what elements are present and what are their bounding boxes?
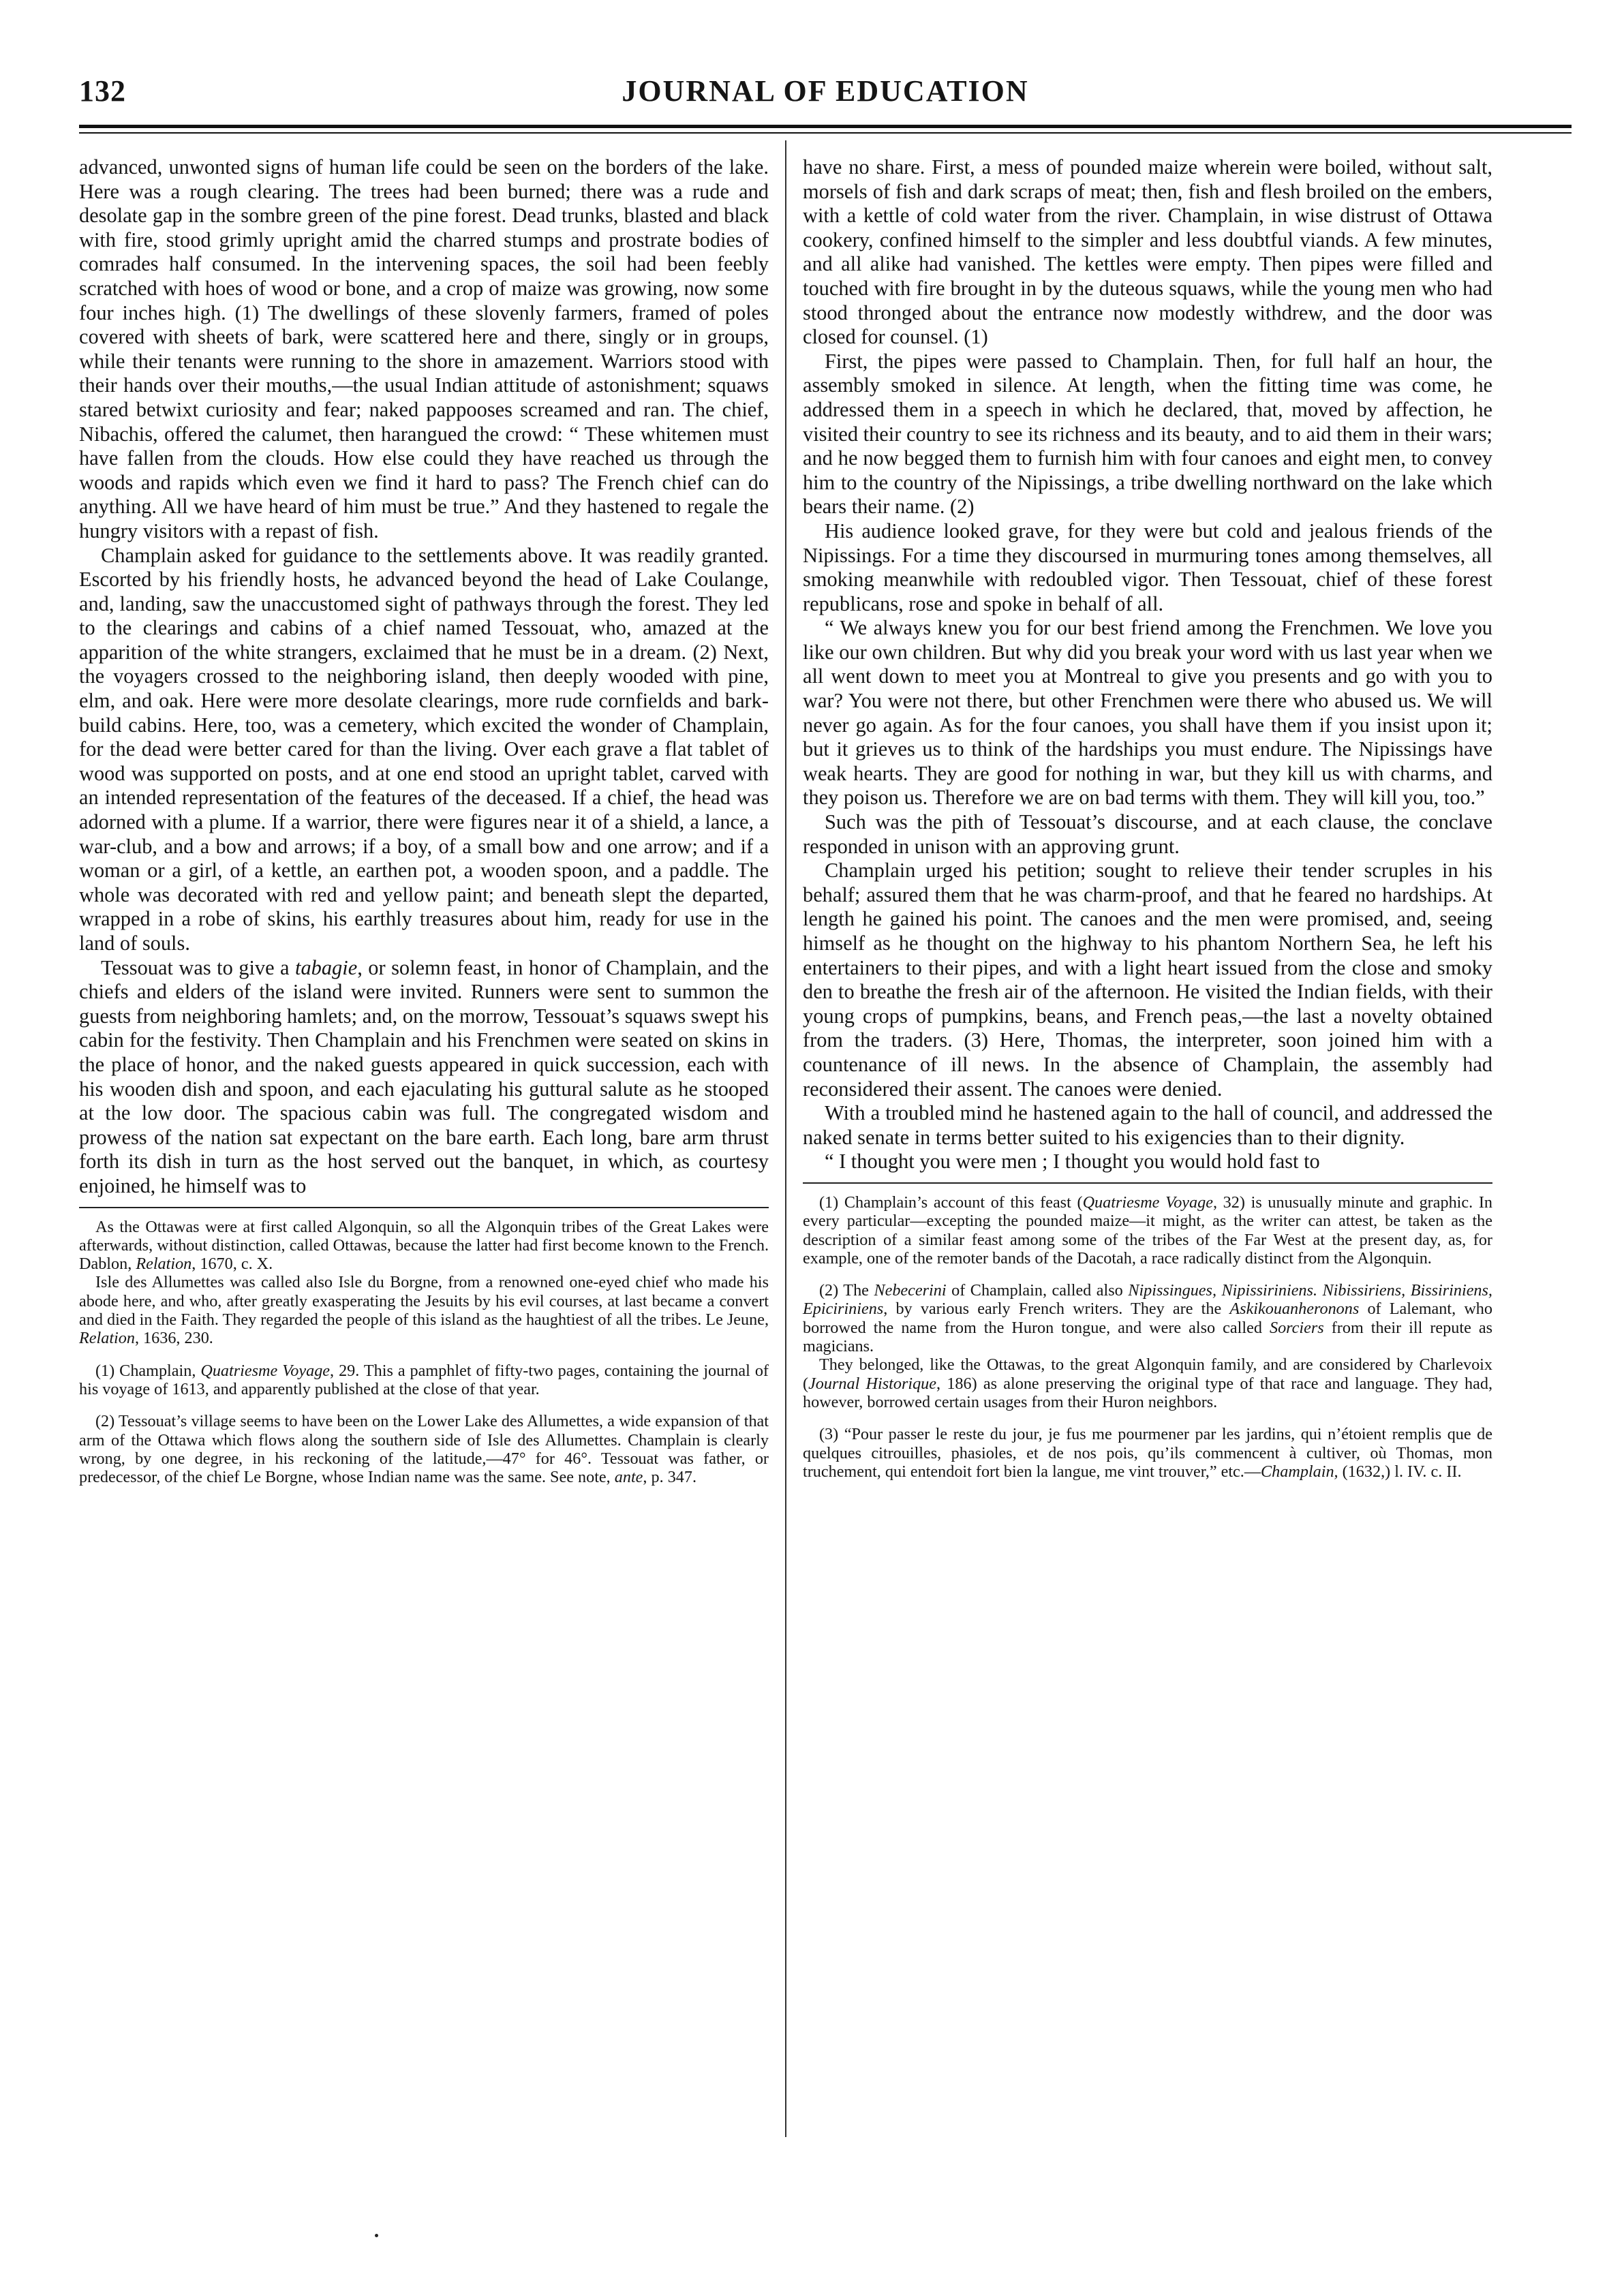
footnote-text: (1) Champlain’s account of this feast ( (819, 1193, 1083, 1212)
left-column (79, 155, 769, 1500)
footnote-text: (2) The (819, 1281, 874, 1300)
footnote-text: , 1636, 230. (134, 1329, 213, 1348)
paragraph: With a troubled mind he hastened again to the hall of council, and addressed the naked senate in terms better suited to his exigencies than to their dignity. (803, 1101, 1492, 1149)
header-rule-thick (79, 125, 1572, 128)
footnote (79, 1218, 769, 1274)
footnote-italic: Relation (136, 1255, 192, 1274)
right-column (803, 155, 1492, 1494)
left-footnotes (79, 1218, 769, 1487)
paragraph: “ I thought you were men ; I thought you would hold fast to (825, 1150, 1320, 1173)
left-body-text (79, 155, 769, 1199)
footnote-italic: Relation (79, 1329, 135, 1348)
footnote-text: (1) Champlain, (95, 1361, 201, 1380)
page-header (79, 70, 1572, 113)
text-run: Tessouat was to give a (101, 955, 296, 979)
footnote-text: of Lalemant, who borrowed the name from the Huron tongue, and were also called (803, 1300, 1492, 1337)
footnote-rule (79, 1207, 769, 1208)
print-speck (375, 2234, 378, 2237)
header-rule-thin (79, 132, 1572, 134)
footnote-text: (2) Tessouat’s village seems to have been on the Lower Lake des Allumettes, a wide expansion of that arm of the Ottawa which flows along the southern side of Isle des Allumettes. Champlain is clearly wrong, by one degree, in his reckoning of the latitude,—47° for 46°. Tessouat was father, or predecessor, of the chief Le Borgne, whose Indian name was the same. See note, (79, 1412, 769, 1487)
right-body-text (803, 155, 1492, 1174)
footnote-italic: Quatriesme Voyage (1082, 1193, 1213, 1212)
paragraph: “ We always knew you for our best friend among the Frenchmen. We love you like our own children. But why did you break your word with us last year when we all went down to meet you at Montreal to give you presents and go with you to war? You were not there, but other Frenchmen were there who abused us. We will never go again. As for the four canoes, you shall have them if you insist upon it; but it grieves us to think of the hardships you must endure. The Nipissings have weak hearts. They are good for nothing in war, but they kill us with charms, and they poison us. Therefore we are on bad terms with them. They will kill you, too.” (803, 616, 1492, 810)
footnote (803, 1425, 1492, 1481)
footnote (803, 1193, 1492, 1268)
footnote-italic: Askikouanheronons (1229, 1300, 1360, 1319)
footnote (79, 1412, 769, 1486)
footnote-text: As the Ottawas were at first called Algonquin, so all the Algonquin tribes of the Great Lakes were afterwards, without distinction, called Ottawas, because the latter had first become known to the French. Dablon, (79, 1217, 769, 1274)
footnote-text: , 186) as alone preserving the original type of that race and language. They had, however, borrowed certain usages from their Huron neighbors. (803, 1374, 1493, 1411)
footnote-italic: Nipissingues, Nipissiriniens. Nibissiriens, Bissiriniens, Epiciriniens (803, 1281, 1492, 1319)
footnote-text: from their ill repute as magicians. (803, 1318, 1493, 1356)
italic-term: tabagie (295, 955, 358, 979)
text-run: , or solemn feast, in honor of Champlain, and the chiefs and elders of the island were invited. Runners were sent to summon the guests from neighboring hamlets; and, on the morrow, Tessouat’s squaws swept his cabin for the festivity. Then Champlain and his Frenchmen were seated on skins in the place of honor, and the naked guests appeared in quick succession, each with his wooden dish and spoon, and each ejaculating his guttural salute as he stooped at the low door. The spacious cabin was full. The congregated wisdom and prowess of the nation sat expectant on the bare earth. Each long, bare arm thrust forth its dish in turn as the host served out the banquet, in which, as courtesy enjoined, he himself was to (79, 955, 769, 1197)
right-footnotes (803, 1193, 1492, 1481)
footnote-text: , by various early French writers. They are the (883, 1300, 1230, 1319)
running-title: JOURNAL OF EDUCATION (622, 74, 1029, 108)
paragraph: First, the pipes were passed to Champlain. Then, for full half an hour, the assembly smoked in silence. At length, when the fitting time was come, he addressed them in a speech in which he declared, that, moved by affection, he visited their country to see its richness and its beauty, and to aid them in their wars; and he now begged them to furnish him with four canoes and eight men, to convey him to the country of the Nipissings, a tribe dwelling northward on the lake which bears their name. (2) (803, 349, 1492, 519)
paragraph: advanced, unwonted signs of human life could be seen on the borders of the lake. Here was a rough clearing. The trees had been burned; there was a rude and desolate gap in the sombre green of the pine forest. Dead trunks, blasted and black with fire, stood grimly upright amid the charred stumps and prostrate bodies of comrades half consumed. In the intervening spaces, the soil had been feebly scratched with hoes of wood or bone, and a crop of maize was growing, now some four inches high. (1) The dwellings of these slovenly farmers, framed of poles covered with sheets of bark, were scattered here and there, singly or in groups, while their tenants were running to the shore in amazement. Warriors stood with their hands over their mouths,—the usual Indian attitude of astonishment; squaws stared betwixt curiosity and fear; naked pappooses screamed and ran. The chief, Nibachis, offered the calumet, then harangued the crowd: “ These whitemen must have fallen from the clouds. How else could they have reached us through the woods and rapids which even we find it hard to pass? The French chief can do anything. All we have heard of him must be true.” And they hastened to regale the hungry visitors with a repast of fish. (79, 155, 769, 542)
footnote-text: of Champlain, called also (946, 1281, 1129, 1300)
column-divider (785, 140, 786, 2137)
paragraph (79, 956, 769, 1199)
footnote-italic: Journal Historique (808, 1374, 937, 1393)
footnote-text: , 32) is unusually minute and graphic. In every particular—excepting the pounded maize—it might, as the writer can attest, be taken as the description of a similar feast among some of the tribes of the Far West at the present day, as, for example, one of the remoter bands of the Dacotah, a race radically distinct from the Algonquin. (803, 1193, 1492, 1268)
paragraph: have no share. First, a mess of pounded maize wherein were boiled, without salt, morsels of fish and dark scraps of meat; then, fish and flesh broiled on the embers, with a kettle of cold water from the river. Champlain, in wise distrust of Ottawa cookery, confined himself to the simpler and less doubtful viands. A few minutes, and all alike had vanished. The kettles were empty. Then pipes were filled and touched with fire brought in by the duteous squaws, while the young men who had stood thronged about the entrance now modestly withdrew, and the door was closed for counsel. (1) (803, 155, 1492, 349)
paragraph: Champlain asked for guidance to the settlements above. It was readily granted. Escorted by his friendly hosts, he advanced beyond the head of Lake Coulange, and, landing, saw the unaccustomed sight of pathways through the forest. They led to the clearings and cabins of a chief named Tessouat, who, amazed at the apparition of the white strangers, exclaimed that he must be in a dream. (2) Next, the voyagers crossed to the neighboring island, then deeply wooded with pine, elm, and oak. Here were more desolate clearings, more rude cornfields and bark-build cabins. Here, too, was a cemetery, which excited the wonder of Champlain, for the dead were better cared for than the living. Over each grave a flat tablet of wood was supported on posts, and at one end stood an upright tablet, carved with an intended representation of the features of the deceased. If a chief, the head was adorned with a plume. If a warrior, there were figures near it of a shield, a lance, a war-club, and a bow and arrows; if a boy, of a small bow and one arrow; and if a woman or a girl, of a kettle, an earthen pot, a wooden spoon, and a paddle. The whole was decorated with red and yellow paint; and beneath slept the departed, wrapped in a robe of skins, his earthly treasures about him, ready for use in the land of souls. (79, 543, 769, 955)
footnote-text: , 29. This a pamphlet of fifty-two pages, containing the journal of his voyage of 1613, and apparently published at the close of that year. (79, 1361, 769, 1398)
footnote-italic: Nebecerini (874, 1281, 947, 1300)
footnote-text: (3) “Pour passer le reste du jour, je fus me pourmener par les jardins, qui n’étoient remplis que de quelques citrouilles, phasioles, et de nos pois, qu’ils commencent à cultiver, où Thomas, mon truchement, qui entendoit fort bien la langue, me vint trouver,” etc.— (803, 1425, 1492, 1481)
footnote-italic: Champlain, (1261, 1462, 1338, 1481)
footnote-text: Isle des Allumettes was called also Isle du Borgne, from a renowned one-eyed chief who made his abode here, and who, after greatly exasperating the Jesuits by his evil courses, at last became a convert and died in the Faith. They regarded the people of this island as the haughtiest of all the tribes. Le Jeune, (79, 1273, 769, 1330)
footnote-italic: ante (614, 1468, 643, 1487)
footnote (803, 1355, 1492, 1411)
footnote-rule (803, 1182, 1492, 1184)
footnote (79, 1273, 769, 1347)
paragraph: Such was the pith of Tessouat’s discourse, and at each clause, the conclave responded in unison with an approving grunt. (803, 810, 1492, 858)
footnote (803, 1281, 1492, 1355)
footnote (79, 1362, 769, 1399)
paragraph: Champlain urged his petition; sought to relieve their tender scruples in his behalf; assured them that he was charm-proof, and that he feared no hardships. At length he gained his point. The canoes and the men were promised, and, seeing himself as he thought on the highway to his phantom Northern Sea, he left his entertainers to their pipes, and with a light heart issued from the close and smoky den to breathe the fresh air of the afternoon. He visited the Indian fields, with their young crops of pumpkins, beans, and French peas,—the last a novelty obtained from the traders. (3) Here, Thomas, the interpreter, soon joined him with a countenance of ill news. In the absence of Champlain, the assembly had reconsidered their assent. The canoes were denied. (803, 859, 1492, 1101)
footnote-text: , p. 347. (643, 1468, 697, 1487)
page-number: 132 (79, 74, 126, 108)
footnote-italic: Quatriesme Voyage (200, 1361, 331, 1380)
footnote-text: They belonged, like the Ottawas, to the great Algonquin family, and are considered by Charlevoix ( (803, 1355, 1492, 1393)
paragraph: His audience looked grave, for they were but cold and jealous friends of the Nipissings. For a time they discoursed in murmuring tones among themselves, all smoking meanwhile with redoubled vigor. Then Tessouat, chief of these forest republicans, rose and spoke in behalf of all. (803, 519, 1492, 615)
footnote-text: , 1670, c. X. (191, 1255, 273, 1274)
footnote-italic: Sorciers (1269, 1318, 1324, 1337)
footnote-text: (1632,) l. IV. c. II. (1338, 1462, 1462, 1481)
